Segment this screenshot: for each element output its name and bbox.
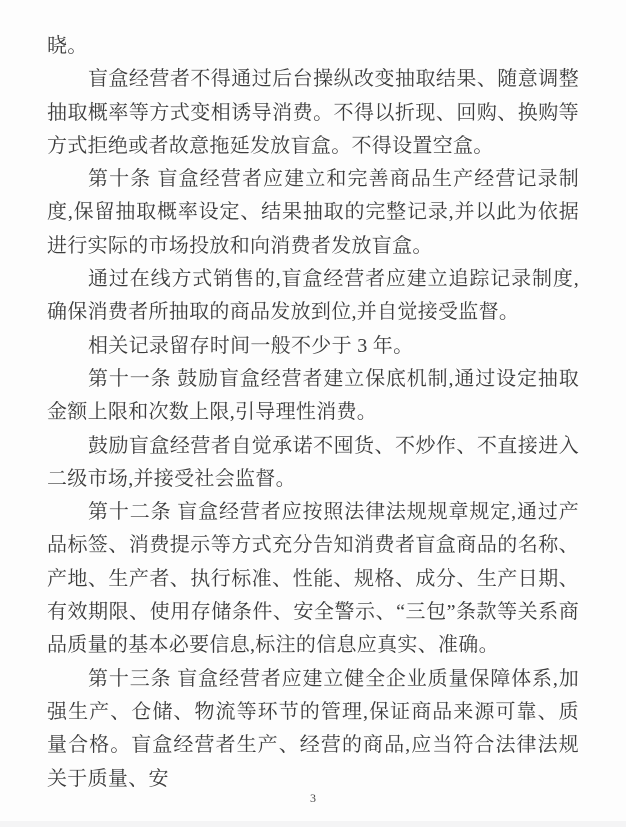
page-number: 3 xyxy=(310,791,316,805)
paragraph-article-11: 第十一条 鼓励盲盒经营者建立保底机制,通过设定抽取金额上限和次数上限,引导理性消费。 xyxy=(47,367,579,424)
paragraph: 盲盒经营者不得通过后台操纵改变抽取结果、随意调整抽取概率等方式变相诱导消费。不得以折现、回购、换购等方式拒绝或者故意拖延发放盲盒。不得设置空盒。 xyxy=(47,68,579,157)
bottom-strip xyxy=(0,821,626,827)
paragraph-article-10: 第十条 盲盒经营者应建立和完善商品生产经营记录制度,保留抽取概率设定、结果抽取的完整记录,并以此为依据进行实际的市场投放和向消费者发放盲盒。 xyxy=(47,168,579,257)
document-body xyxy=(47,30,579,796)
paragraph-article-12: 第十二条 盲盒经营者应按照法律法规规章规定,通过产品标签、消费提示等方式充分告知消费者盲盒商品的名称、产地、生产者、执行标准、性能、规格、成分、生产日期、有效期限、使用存储条件、安全警示、“三包”条款等关系商品质量的基本必要信息,标注的信息应真实、准确。 xyxy=(47,501,579,657)
page-footer xyxy=(0,789,626,807)
paragraph-article-13: 第十三条 盲盒经营者应建立健全企业质量保障体系,加强生产、仓储、物流等环节的管理,保证商品来源可靠、质量合格。盲盒经营者生产、经营的商品,应当符合法律法规关于质量、安 xyxy=(47,667,579,790)
paragraph: 通过在线方式销售的,盲盒经营者应建立追踪记录制度,确保消费者所抽取的商品发放到位,并自觉接受监督。 xyxy=(47,268,579,324)
paragraph: 晓。 xyxy=(47,35,88,57)
paragraph: 鼓励盲盒经营者自觉承诺不囤货、不炒作、不直接进入二级市场,并接受社会监督。 xyxy=(47,434,579,490)
paragraph: 相关记录留存时间一般不少于 3 年。 xyxy=(88,334,414,357)
